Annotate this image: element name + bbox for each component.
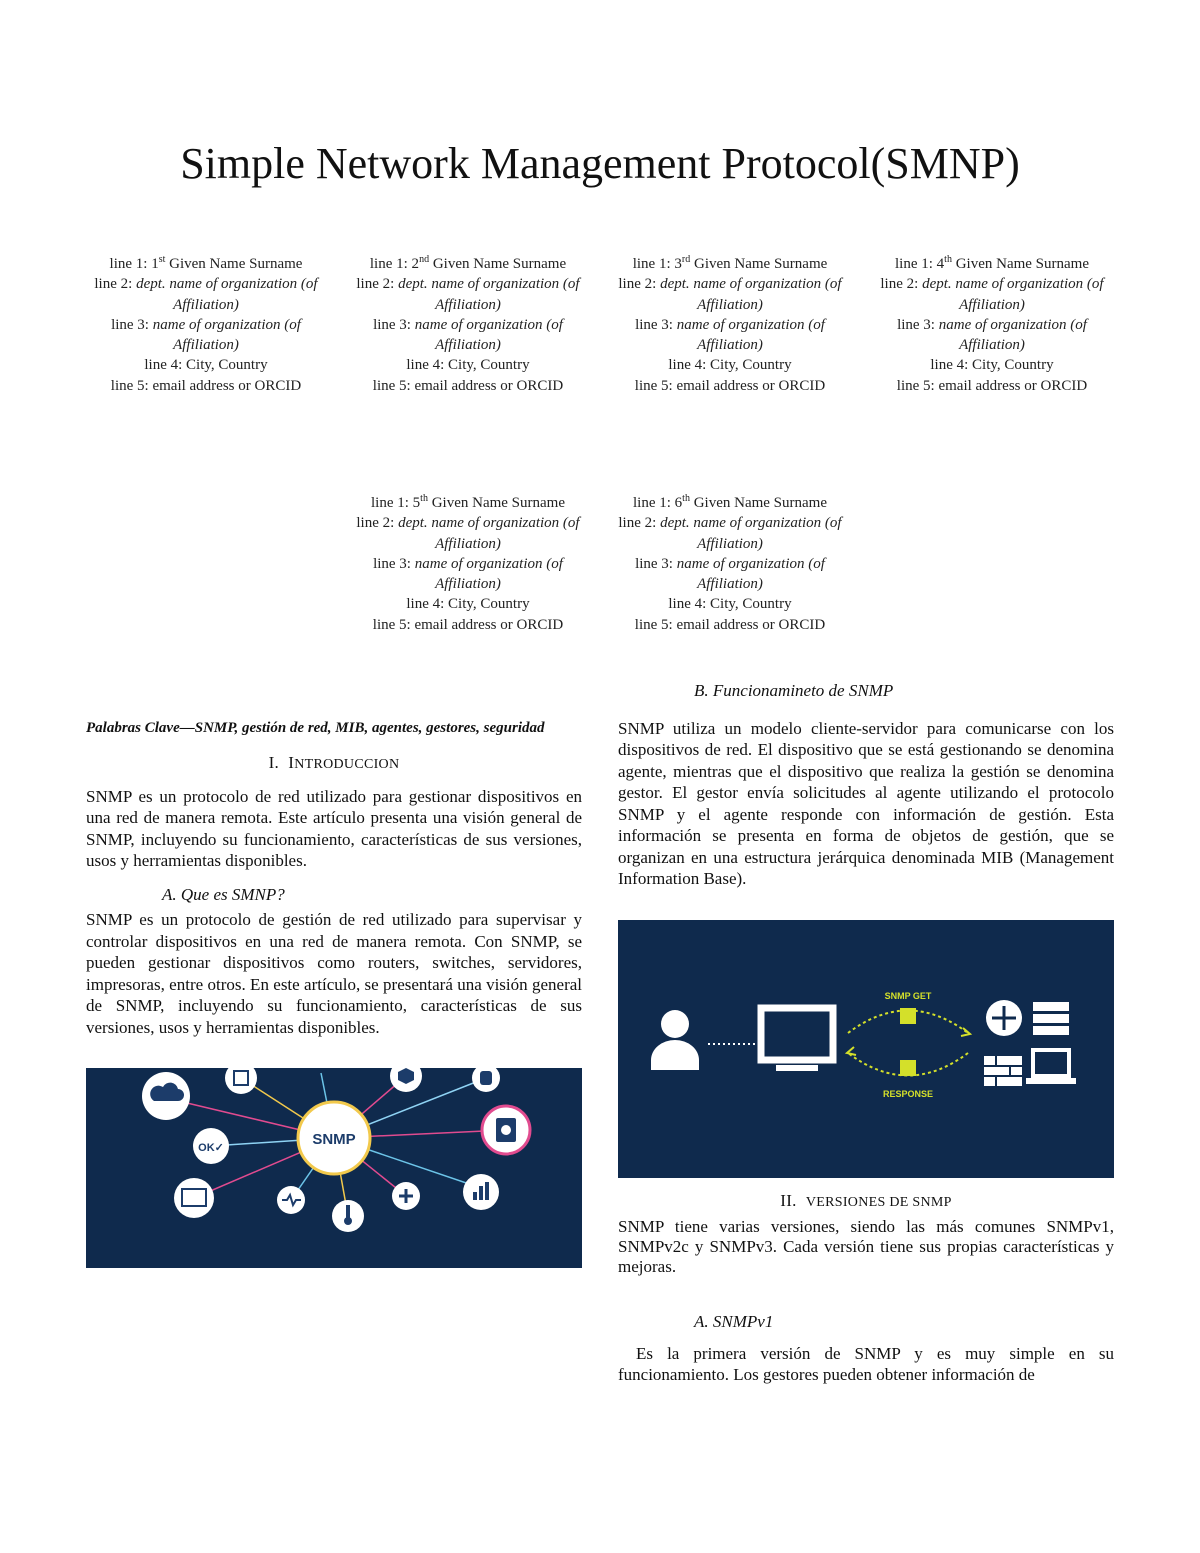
introduction-paragraph: SNMP es un protocolo de red utilizado para gestionar dispositivos en una red de manera remota. Este artículo presenta una visión general de SNMP, incluyendo su funcionamiento, características de sus versiones, usos y herramientas disponibles. [86,786,582,870]
right-column [618,680,1114,1386]
snmpv1-paragraph: Es la primera versión de SNMP y es muy simple en su funcionamiento. Los gestores pueden obtener información de [618,1343,1114,1384]
keywords: Palabras Clave—SNMP, gestión de red, MIB, agentes, gestores, seguridad [86,720,545,736]
svg-text:OK✓: OK✓ [198,1142,224,1154]
plus-icon [392,1182,420,1210]
left-column [86,718,582,1268]
disk-icon [482,1106,530,1154]
section-heading-versiones: II. VERSIONES DE SNMP [780,1190,952,1210]
author-block-4: line 1: 4th Given Name Surname line 2: dept. name of organization (of Affiliation) line 3: name of organization (of Affiliation) line 4: City, Country line 5: email address or ORCID [880,254,1104,394]
snmp-get-label: SNMP GET [884,990,932,1001]
bar-chart-icon [463,1174,499,1210]
author-block-5: line 1: 5th Given Name Surname line 2: dept. name of organization (of Affiliation) line 3: name of organization (of Affiliation) line 4: City, Country line 5: email address or ORCID [356,493,580,633]
snmp-hub-label: SNMP [312,1131,356,1148]
ok-status-icon [193,1128,229,1164]
firewall-icon [984,1056,1022,1086]
que-es-paragraph: SNMP es un protocolo de gestión de red utilizado para supervisar y controlar dispositivos en una red de manera remota. Con SNMP, se pueden gestionar dispositivos como routers, switches, servidores, impresoras, entre otros. En este artículo, se presentará una visión general de SNMP, incluyendo su funcionamiento, características de sus versiones, usos y herramientas disponibles. [86,910,582,1037]
versiones-paragraph: SNMP tiene varias versiones, siendo las más comunes SNMPv1, SNMPv2c y SNMPv3. Cada versión tiene sus propias características y mejoras. [618,1217,1114,1276]
subsection-heading-funcionamiento: B. Funcionamineto de SNMP [694,681,894,700]
server-icon [1033,1002,1069,1035]
author-block-2: line 1: 2nd Given Name Surname line 2: dept. name of organization (of Affiliation) line 3: name of organization (of Affiliation) line 4: City, Country line 5: email address or ORCID [356,254,580,394]
paper-title: Simple Network Management Protocol(SMNP) [180,139,1020,188]
response-label: RESPONSE [882,1088,934,1099]
subsection-heading-snmpv1: A. SNMPv1 [694,1312,774,1331]
dashboard-icon [174,1178,214,1218]
cloud-icon [142,1072,190,1120]
author-block-3: line 1: 3rd Given Name Surname line 2: dept. name of organization (of Affiliation) line 3: name of organization (of Affiliation) line 4: City, Country line 5: email address or ORCID [618,254,842,394]
author-block-1: line 1: 1st Given Name Surname line 2: dept. name of organization (of Affiliation) line 3: name of organization (of Affiliation) line 4: City, Country line 5: email address or ORCID [94,254,318,394]
router-icon [986,1000,1022,1036]
response-packet-icon [900,1060,916,1076]
author-block-6: line 1: 6th Given Name Surname line 2: dept. name of organization (of Affiliation) line 3: name of organization (of Affiliation) line 4: City, Country line 5: email address or ORCID [618,493,842,633]
funcionamiento-paragraph: SNMP utiliza un modelo cliente-servidor para comunicarse con los dispositivos de red. El dispositivo que se está gestionando se denomina agente, mientras que el dispositivo que realiza la gestión se denomina gestor. El gestor envía solicitudes al agente utilizando el protocolo SNMP y el agente responde con información de gestión. Esta información se presenta en forma de objetos de gestión, que se organizan en una estructura jerárquica denominada MIB (Management Information Base). [618,718,1114,888]
snmp-get-response-figure [618,920,1114,1178]
section-heading-introduction: I. INTRODUCCION [268,753,400,772]
subsection-heading-que-es: A. Que es SMNP? [162,884,285,904]
pulse-icon [277,1186,305,1214]
request-packet-icon [900,1008,916,1024]
snmp-hub-figure [86,1068,582,1268]
thermometer-icon [332,1200,364,1232]
